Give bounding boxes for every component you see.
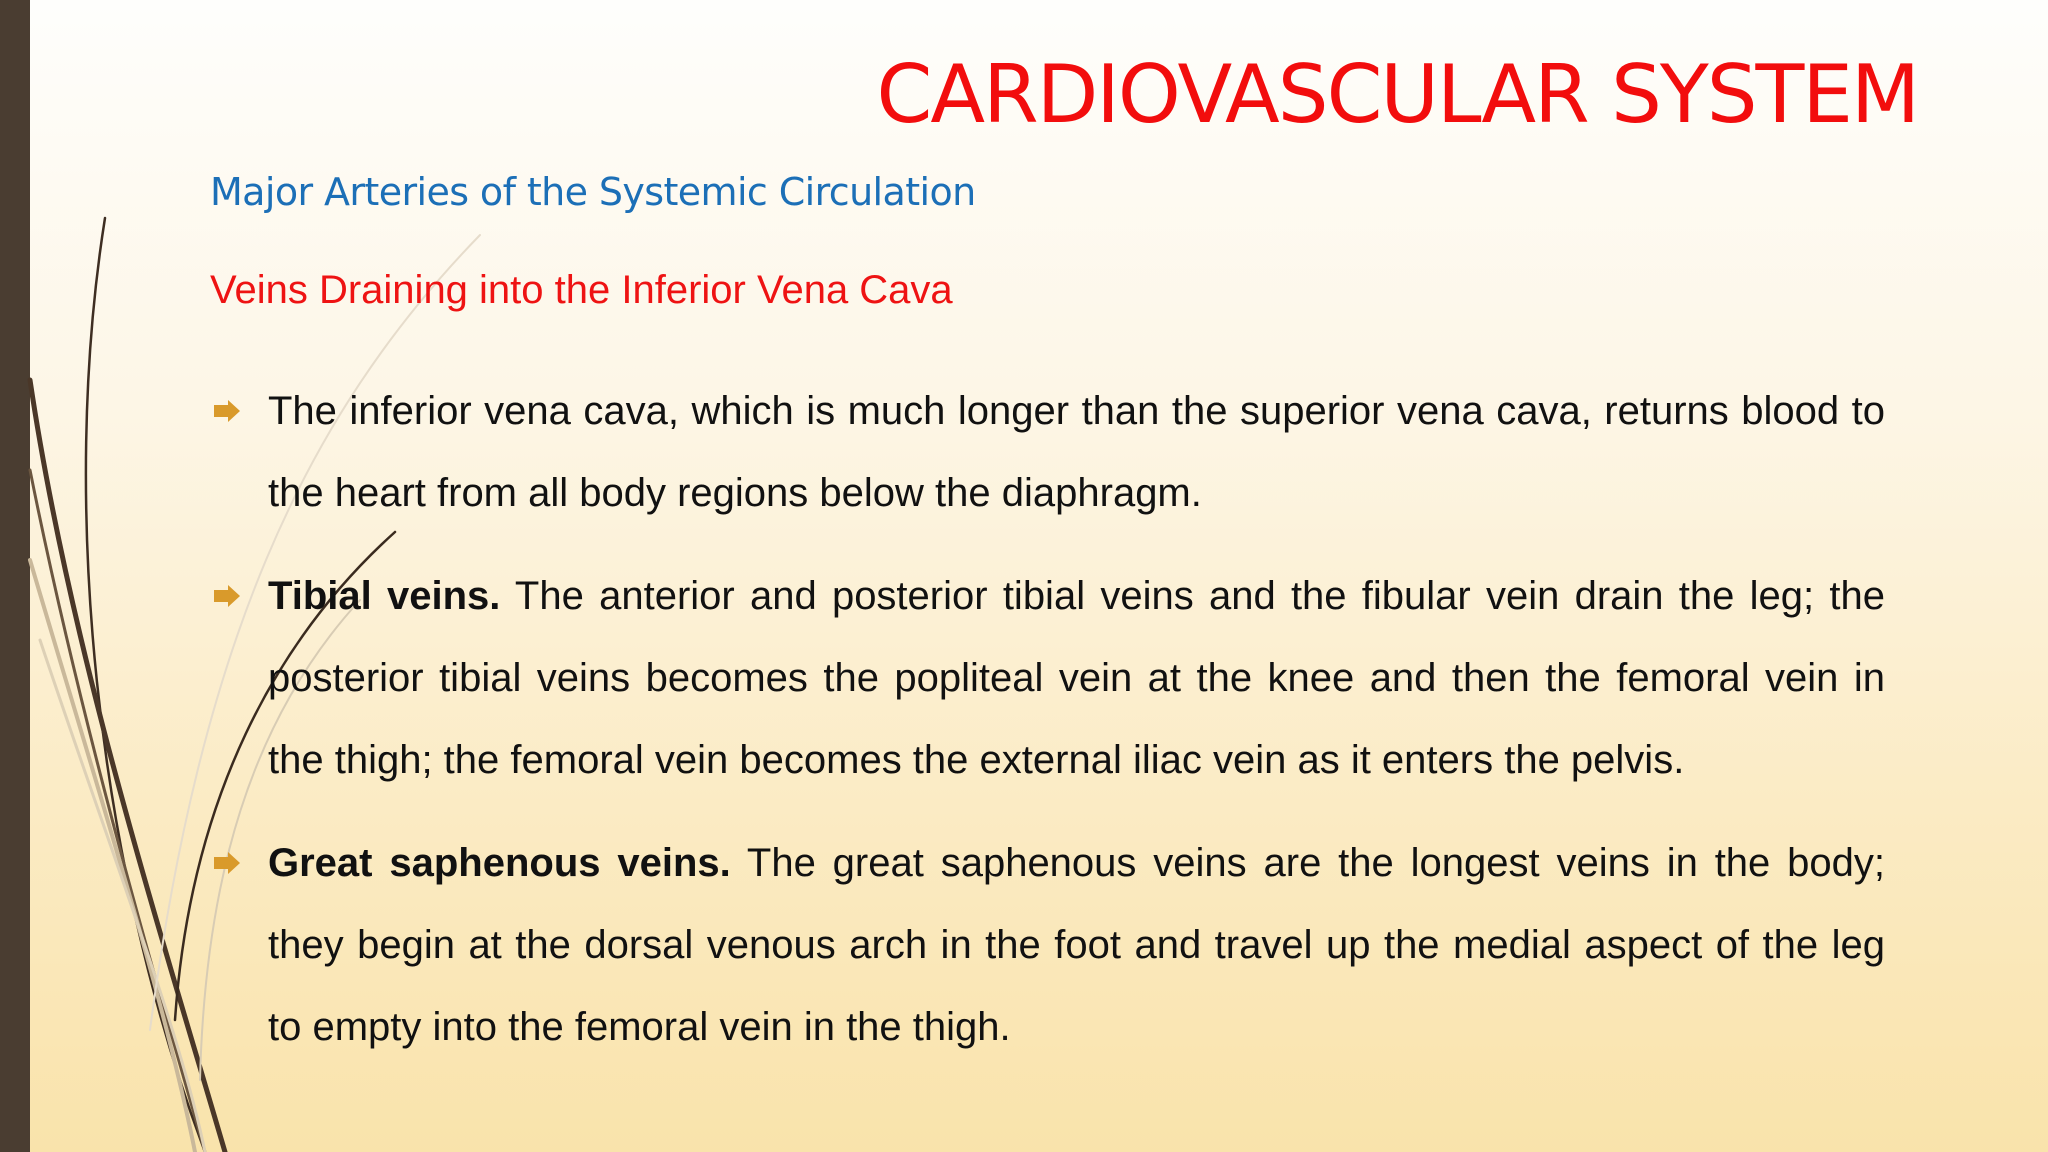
slide-title: CARDIOVASCULAR SYSTEM bbox=[876, 48, 1918, 141]
arrow-right-icon bbox=[213, 585, 241, 607]
bullet-text: The inferior vena cava, which is much longer than the superior vena cava, returns blood to the heart from all body regions below the diaphragm. bbox=[268, 389, 1885, 515]
bullet-item bbox=[210, 370, 1885, 534]
section-heading: Veins Draining into the Inferior Vena Cava bbox=[210, 268, 953, 312]
bullet-text: The great saphenous veins are the longest veins in the body; they begin at the dorsal venous arch in the foot and travel up the medial aspect of the leg to empty into the femoral vein in the thigh. bbox=[268, 841, 1886, 1049]
bullet-lead: Great saphenous veins. bbox=[268, 841, 731, 885]
left-sidebar-bar bbox=[0, 0, 30, 1152]
bullet-item bbox=[210, 555, 1885, 801]
slide-subtitle: Major Arteries of the Systemic Circulation bbox=[210, 170, 976, 214]
arrow-right-icon bbox=[213, 400, 241, 422]
bullet-item bbox=[210, 822, 1885, 1068]
bullet-text: The anterior and posterior tibial veins and the fibular vein drain the leg; the posterior tibial veins becomes the popliteal vein at the knee and then the femoral vein in the thigh; the femoral vein becomes the external iliac vein as it enters the pelvis. bbox=[268, 574, 1885, 782]
bullet-list bbox=[210, 370, 1885, 1089]
arrow-right-icon bbox=[213, 852, 241, 874]
bullet-lead: Tibial veins. bbox=[268, 574, 501, 618]
